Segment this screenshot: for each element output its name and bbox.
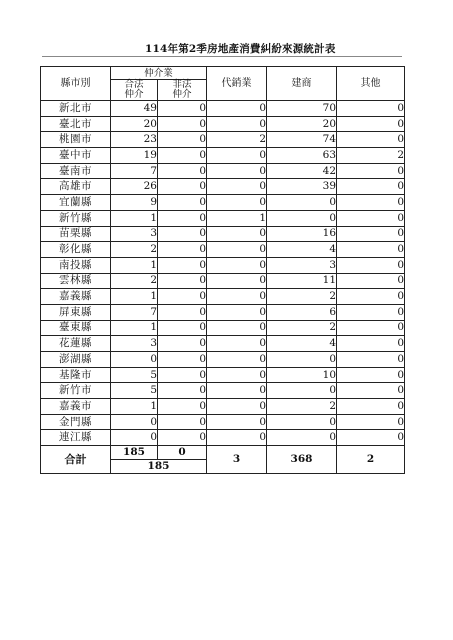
cell-agency: 0 (207, 399, 267, 415)
table-row (41, 226, 405, 242)
cell-agency: 0 (207, 352, 267, 368)
cell-legal-broker: 49 (111, 101, 158, 117)
cell-city: 花蓮縣 (41, 336, 111, 352)
cell-legal-broker: 19 (111, 148, 158, 164)
table-row (41, 101, 405, 117)
cell-legal-broker: 20 (111, 116, 158, 132)
cell-city: 苗栗縣 (41, 226, 111, 242)
cell-city: 基隆市 (41, 367, 111, 383)
cell-agency: 0 (207, 304, 267, 320)
cell-legal-broker: 7 (111, 163, 158, 179)
cell-city: 新北市 (41, 101, 111, 117)
header-agency: 代銷業 (207, 67, 267, 101)
cell-other: 0 (337, 210, 405, 226)
cell-city: 新竹市 (41, 383, 111, 399)
cell-legal-broker: 2 (111, 273, 158, 289)
cell-agency: 0 (207, 367, 267, 383)
header-broker-group: 仲介業 (111, 67, 207, 80)
header-illegal-broker-line2: 仲介 (172, 89, 192, 100)
cell-other: 0 (337, 257, 405, 273)
statistics-table (40, 66, 405, 474)
cell-builder: 20 (267, 116, 337, 132)
table-row (41, 289, 405, 305)
total-other: 2 (337, 446, 405, 474)
cell-illegal-broker: 0 (158, 320, 207, 336)
total-builder: 368 (267, 446, 337, 474)
cell-other: 0 (337, 289, 405, 305)
cell-illegal-broker: 0 (158, 226, 207, 242)
cell-builder: 0 (267, 195, 337, 211)
cell-illegal-broker: 0 (158, 163, 207, 179)
cell-builder: 3 (267, 257, 337, 273)
cell-agency: 1 (207, 210, 267, 226)
table-row (41, 367, 405, 383)
cell-other: 0 (337, 116, 405, 132)
cell-legal-broker: 1 (111, 257, 158, 273)
cell-illegal-broker: 0 (158, 195, 207, 211)
cell-city: 雲林縣 (41, 273, 111, 289)
cell-builder: 0 (267, 352, 337, 368)
cell-builder: 10 (267, 367, 337, 383)
cell-other: 0 (337, 226, 405, 242)
cell-legal-broker: 0 (111, 414, 158, 430)
table-row (41, 304, 405, 320)
cell-builder: 70 (267, 101, 337, 117)
cell-legal-broker: 1 (111, 399, 158, 415)
cell-city: 彰化縣 (41, 242, 111, 258)
header-illegal-broker (158, 80, 207, 101)
cell-agency: 0 (207, 289, 267, 305)
cell-illegal-broker: 0 (158, 273, 207, 289)
cell-city: 臺北市 (41, 116, 111, 132)
header-legal-broker-line2: 仲介 (124, 89, 144, 100)
table-row (41, 195, 405, 211)
document-title: 114年第2季房地產消費糾紛來源統計表 (145, 43, 336, 55)
total-legal: 185 (111, 446, 158, 460)
cell-city: 嘉義市 (41, 399, 111, 415)
cell-builder: 2 (267, 320, 337, 336)
cell-legal-broker: 0 (111, 352, 158, 368)
cell-city: 新竹縣 (41, 210, 111, 226)
cell-builder: 39 (267, 179, 337, 195)
cell-agency: 0 (207, 116, 267, 132)
total-illegal: 0 (158, 446, 207, 460)
cell-other: 0 (337, 414, 405, 430)
cell-legal-broker: 26 (111, 179, 158, 195)
cell-agency: 0 (207, 163, 267, 179)
total-label: 合計 (41, 446, 111, 474)
table-row (41, 132, 405, 148)
cell-agency: 0 (207, 101, 267, 117)
cell-other: 0 (337, 430, 405, 446)
cell-city: 澎湖縣 (41, 352, 111, 368)
table-body (41, 101, 405, 446)
cell-other: 2 (337, 148, 405, 164)
cell-agency: 0 (207, 273, 267, 289)
table-row (41, 399, 405, 415)
cell-builder: 0 (267, 430, 337, 446)
cell-illegal-broker: 0 (158, 304, 207, 320)
cell-illegal-broker: 0 (158, 336, 207, 352)
cell-illegal-broker: 0 (158, 116, 207, 132)
cell-agency: 0 (207, 320, 267, 336)
cell-city: 高雄市 (41, 179, 111, 195)
cell-illegal-broker: 0 (158, 148, 207, 164)
total-agency: 3 (207, 446, 267, 474)
cell-city: 南投縣 (41, 257, 111, 273)
table-row (41, 414, 405, 430)
cell-builder: 0 (267, 414, 337, 430)
cell-illegal-broker: 0 (158, 352, 207, 368)
table-row (41, 148, 405, 164)
cell-other: 0 (337, 179, 405, 195)
cell-other: 0 (337, 367, 405, 383)
table-row (41, 352, 405, 368)
cell-other: 0 (337, 336, 405, 352)
header-row-group (41, 67, 405, 80)
table-row (41, 273, 405, 289)
cell-builder: 2 (267, 289, 337, 305)
cell-other: 0 (337, 273, 405, 289)
header-other: 其他 (337, 67, 405, 101)
cell-other: 0 (337, 399, 405, 415)
table-row (41, 257, 405, 273)
cell-builder: 2 (267, 399, 337, 415)
cell-city: 宜蘭縣 (41, 195, 111, 211)
cell-builder: 0 (267, 210, 337, 226)
header-builder: 建商 (267, 67, 337, 101)
cell-agency: 0 (207, 430, 267, 446)
table-row (41, 383, 405, 399)
cell-legal-broker: 1 (111, 289, 158, 305)
cell-agency: 0 (207, 414, 267, 430)
cell-illegal-broker: 0 (158, 367, 207, 383)
cell-other: 0 (337, 195, 405, 211)
cell-legal-broker: 5 (111, 383, 158, 399)
cell-other: 0 (337, 352, 405, 368)
cell-illegal-broker: 0 (158, 383, 207, 399)
table-row (41, 430, 405, 446)
cell-agency: 0 (207, 226, 267, 242)
table-row (41, 179, 405, 195)
table-row (41, 336, 405, 352)
cell-other: 0 (337, 163, 405, 179)
table-row (41, 320, 405, 336)
cell-agency: 0 (207, 242, 267, 258)
cell-other: 0 (337, 101, 405, 117)
cell-agency: 0 (207, 195, 267, 211)
cell-illegal-broker: 0 (158, 179, 207, 195)
cell-legal-broker: 1 (111, 320, 158, 336)
cell-agency: 0 (207, 257, 267, 273)
cell-legal-broker: 9 (111, 195, 158, 211)
cell-legal-broker: 7 (111, 304, 158, 320)
cell-illegal-broker: 0 (158, 414, 207, 430)
cell-city: 臺南市 (41, 163, 111, 179)
header-city: 縣市別 (41, 67, 111, 101)
cell-builder: 0 (267, 383, 337, 399)
cell-builder: 11 (267, 273, 337, 289)
cell-builder: 16 (267, 226, 337, 242)
table-row (41, 210, 405, 226)
cell-agency: 2 (207, 132, 267, 148)
cell-other: 0 (337, 304, 405, 320)
cell-city: 嘉義縣 (41, 289, 111, 305)
cell-illegal-broker: 0 (158, 132, 207, 148)
cell-legal-broker: 3 (111, 226, 158, 242)
cell-legal-broker: 1 (111, 210, 158, 226)
cell-builder: 74 (267, 132, 337, 148)
cell-illegal-broker: 0 (158, 289, 207, 305)
cell-city: 金門縣 (41, 414, 111, 430)
cell-builder: 4 (267, 336, 337, 352)
cell-city: 臺中市 (41, 148, 111, 164)
cell-city: 連江縣 (41, 430, 111, 446)
cell-illegal-broker: 0 (158, 257, 207, 273)
table-row (41, 242, 405, 258)
total-row (41, 446, 405, 460)
header-legal-broker (111, 80, 158, 101)
cell-city: 屏東縣 (41, 304, 111, 320)
table-row (41, 116, 405, 132)
cell-agency: 0 (207, 148, 267, 164)
cell-agency: 0 (207, 336, 267, 352)
cell-illegal-broker: 0 (158, 242, 207, 258)
cell-builder: 6 (267, 304, 337, 320)
title-rule (42, 56, 402, 57)
cell-illegal-broker: 0 (158, 210, 207, 226)
cell-builder: 4 (267, 242, 337, 258)
cell-city: 臺東縣 (41, 320, 111, 336)
cell-builder: 42 (267, 163, 337, 179)
cell-other: 0 (337, 320, 405, 336)
cell-illegal-broker: 0 (158, 399, 207, 415)
total-broker-combined: 185 (111, 460, 207, 474)
cell-agency: 0 (207, 179, 267, 195)
cell-legal-broker: 5 (111, 367, 158, 383)
cell-builder: 63 (267, 148, 337, 164)
cell-illegal-broker: 0 (158, 430, 207, 446)
cell-legal-broker: 0 (111, 430, 158, 446)
cell-legal-broker: 23 (111, 132, 158, 148)
header-legal-broker-line1: 合法 (124, 79, 144, 90)
cell-legal-broker: 3 (111, 336, 158, 352)
cell-illegal-broker: 0 (158, 101, 207, 117)
table-row (41, 163, 405, 179)
cell-legal-broker: 2 (111, 242, 158, 258)
cell-city: 桃園市 (41, 132, 111, 148)
cell-other: 0 (337, 242, 405, 258)
header-illegal-broker-line1: 非法 (172, 79, 192, 90)
cell-other: 0 (337, 383, 405, 399)
cell-other: 0 (337, 132, 405, 148)
cell-agency: 0 (207, 383, 267, 399)
